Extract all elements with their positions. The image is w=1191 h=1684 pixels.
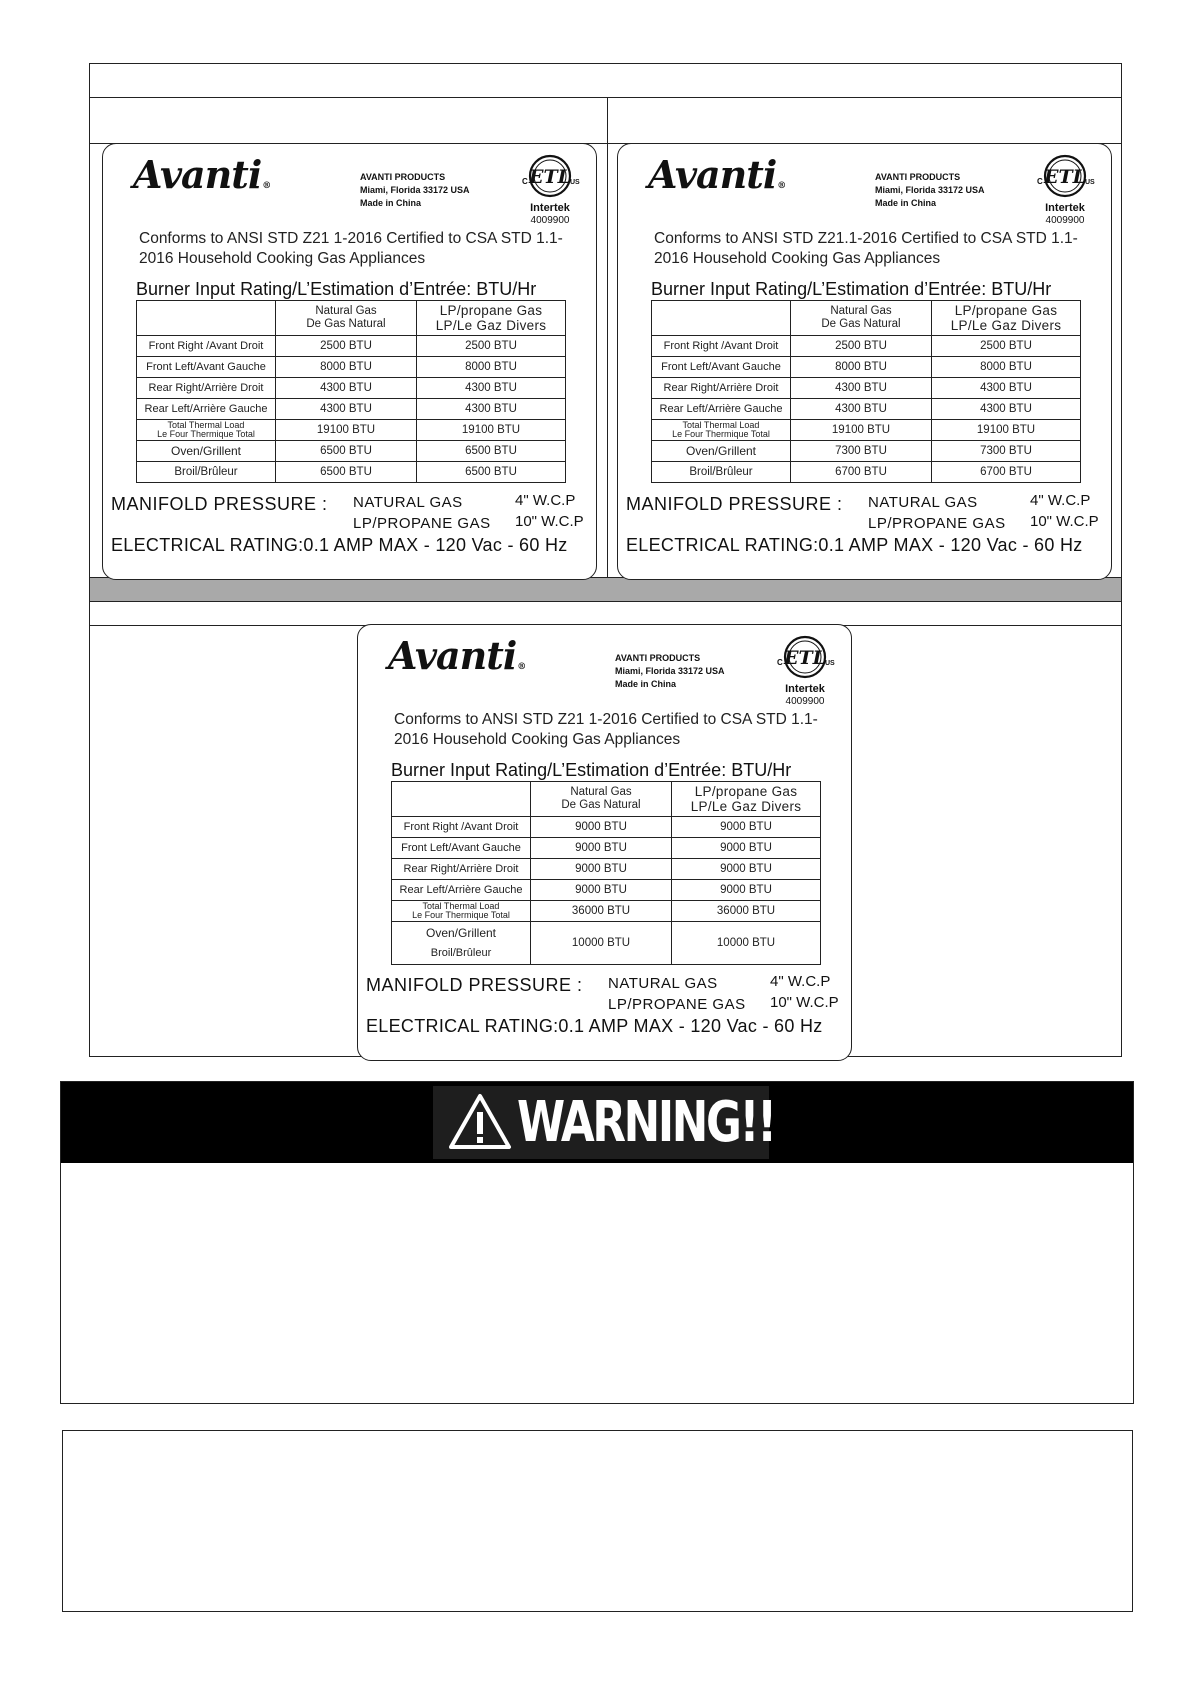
natural-gas-header bbox=[791, 301, 932, 336]
header-line: LP/Le Gaz Divers bbox=[435, 318, 547, 333]
natural-gas-value: 8000 BTU bbox=[791, 357, 932, 378]
company-line: Made in China bbox=[875, 198, 937, 208]
burner-name: Rear Left/Arrière Gauche bbox=[137, 399, 276, 420]
natural-gas-value: 4300 BTU bbox=[276, 399, 417, 420]
table-row bbox=[137, 441, 566, 462]
lp-gas-value: 36000 BTU bbox=[672, 901, 821, 922]
lp-gas-value: 6700 BTU bbox=[932, 462, 1081, 483]
natural-gas-value: 4300 BTU bbox=[276, 378, 417, 399]
etl-certification-icon bbox=[518, 152, 582, 202]
header-line: LP/propane Gas bbox=[954, 303, 1058, 318]
manifold-pressure-label: MANIFOLD PRESSURE : bbox=[111, 494, 328, 514]
lp-gas-value: 8000 BTU bbox=[932, 357, 1081, 378]
lp-gas-value: 9000 BTU bbox=[672, 880, 821, 901]
burner-name: Rear Right/Arrière Droit bbox=[137, 378, 276, 399]
burner-rating-title: Burner Input Rating/L’Estimation d’Entrée: BTU/Hr bbox=[391, 760, 792, 780]
company-line: AVANTI PRODUCTS bbox=[615, 653, 701, 663]
natural-gas-value: 4300 BTU bbox=[791, 399, 932, 420]
burner-name: Rear Right/Arrière Droit bbox=[392, 859, 531, 880]
avanti-logo: Avanti® bbox=[133, 152, 271, 197]
oven-name: Oven/Grillent bbox=[137, 441, 276, 462]
burner-rating-table bbox=[391, 781, 821, 965]
lp-gas-header bbox=[672, 782, 821, 817]
warning-header bbox=[61, 1082, 1133, 1163]
empty-header-cell bbox=[392, 782, 531, 817]
table-row bbox=[392, 859, 821, 880]
lp-gas-header bbox=[417, 301, 566, 336]
total-load-name bbox=[652, 420, 791, 441]
gray-separator-bar bbox=[90, 577, 1121, 602]
table-row bbox=[392, 880, 821, 901]
natural-gas-value: 2500 BTU bbox=[791, 336, 932, 357]
burner-name: Front Right /Avant Droit bbox=[652, 336, 791, 357]
table-row bbox=[652, 399, 1081, 420]
company-line: Miami, Florida 33172 USA bbox=[615, 666, 725, 676]
burner-name: Rear Left/Arrière Gauche bbox=[392, 880, 531, 901]
electrical-rating: ELECTRICAL RATING:0.1 AMP MAX - 120 Vac - 60 Hz bbox=[366, 1016, 823, 1036]
lp-gas-value: 19100 BTU bbox=[932, 420, 1081, 441]
rating-label bbox=[357, 624, 852, 1061]
natural-gas-pressure: 4" W.C.P bbox=[770, 973, 831, 990]
table-header-row bbox=[392, 782, 821, 817]
lp-gas-header bbox=[932, 301, 1081, 336]
natural-gas-value: 6700 BTU bbox=[791, 462, 932, 483]
company-line: AVANTI PRODUCTS bbox=[875, 172, 961, 182]
company-address bbox=[875, 171, 985, 210]
intertek-label: Intertek bbox=[785, 683, 825, 695]
svg-text:US: US bbox=[825, 660, 835, 667]
table-row bbox=[137, 462, 566, 483]
total-load-line: Total Thermal Load bbox=[167, 420, 245, 430]
total-load-name bbox=[137, 420, 276, 441]
lp-gas-value: 9000 BTU bbox=[672, 817, 821, 838]
natural-gas-value: 9000 BTU bbox=[531, 817, 672, 838]
header-line: LP/propane Gas bbox=[694, 784, 798, 799]
natural-gas-value: 2500 BTU bbox=[276, 336, 417, 357]
table-row bbox=[137, 378, 566, 399]
lp-gas-value: 8000 BTU bbox=[417, 357, 566, 378]
natural-gas-label: NATURAL GAS bbox=[868, 494, 978, 511]
svg-text:US: US bbox=[1085, 179, 1095, 186]
manifold-pressure-label: MANIFOLD PRESSURE : bbox=[626, 494, 843, 514]
header-line: LP/propane Gas bbox=[439, 303, 543, 318]
lp-gas-label: LP/PROPANE GAS bbox=[608, 996, 746, 1013]
lp-gas-value: 2500 BTU bbox=[417, 336, 566, 357]
broil-name: Broil/Brûleur bbox=[137, 462, 276, 483]
burner-name: Front Right /Avant Droit bbox=[137, 336, 276, 357]
total-load-name bbox=[392, 901, 531, 922]
svg-text:ETL: ETL bbox=[784, 647, 826, 669]
burner-rating-title: Burner Input Rating/L’Estimation d’Entrée: BTU/Hr bbox=[136, 279, 537, 299]
table-row bbox=[652, 462, 1081, 483]
lp-gas-label: LP/PROPANE GAS bbox=[353, 515, 491, 532]
rating-label bbox=[102, 143, 597, 580]
burner-name: Front Left/Avant Gauche bbox=[392, 838, 531, 859]
burner-rating-table bbox=[136, 300, 566, 483]
natural-gas-value: 4300 BTU bbox=[791, 378, 932, 399]
natural-gas-value: 9000 BTU bbox=[531, 859, 672, 880]
company-line: Made in China bbox=[615, 679, 677, 689]
header-line: Natural Gas bbox=[315, 305, 377, 317]
warning-title: WARNING!! bbox=[517, 1090, 775, 1155]
burner-name: Front Left/Avant Gauche bbox=[137, 357, 276, 378]
table-row bbox=[652, 378, 1081, 399]
natural-gas-value: 19100 BTU bbox=[276, 420, 417, 441]
cert-number: 4009900 bbox=[1045, 215, 1085, 226]
natural-gas-value: 6500 BTU bbox=[276, 462, 417, 483]
cert-number: 4009900 bbox=[530, 215, 570, 226]
company-address bbox=[360, 171, 470, 210]
natural-gas-value: 19100 BTU bbox=[791, 420, 932, 441]
natural-gas-value: 7300 BTU bbox=[791, 441, 932, 462]
lp-gas-value: 4300 BTU bbox=[932, 378, 1081, 399]
lp-gas-value: 10000 BTU bbox=[672, 922, 821, 965]
natural-gas-label: NATURAL GAS bbox=[353, 494, 463, 511]
burner-name: Rear Left/Arrière Gauche bbox=[652, 399, 791, 420]
table-row bbox=[392, 901, 821, 922]
warning-banner bbox=[433, 1086, 775, 1159]
broil-name: Broil/Brûleur bbox=[652, 462, 791, 483]
cert-number: 4009900 bbox=[785, 696, 825, 707]
electrical-rating: ELECTRICAL RATING:0.1 AMP MAX - 120 Vac - 60 Hz bbox=[626, 535, 1083, 555]
manifold-pressure-label: MANIFOLD PRESSURE : bbox=[366, 975, 583, 995]
table-header-row bbox=[137, 301, 566, 336]
empty-header-cell bbox=[137, 301, 276, 336]
lp-gas-value: 4300 BTU bbox=[932, 399, 1081, 420]
note-box bbox=[62, 1430, 1133, 1612]
total-load-line: Le Four Thermique Total bbox=[412, 910, 510, 920]
total-load-line: Le Four Thermique Total bbox=[672, 429, 770, 439]
rating-label bbox=[617, 143, 1112, 580]
burner-rating-title: Burner Input Rating/L’Estimation d’Entrée: BTU/Hr bbox=[651, 279, 1052, 299]
lp-gas-value: 4300 BTU bbox=[417, 399, 566, 420]
header-line: LP/Le Gaz Divers bbox=[690, 799, 802, 814]
natural-gas-header bbox=[276, 301, 417, 336]
natural-gas-value: 9000 BTU bbox=[531, 880, 672, 901]
header-line: De Gas Natural bbox=[306, 318, 386, 330]
warning-box bbox=[60, 1081, 1134, 1404]
svg-text:US: US bbox=[570, 179, 580, 186]
natural-gas-value: 36000 BTU bbox=[531, 901, 672, 922]
oven-name: Oven/Grillent bbox=[652, 441, 791, 462]
header-line: Natural Gas bbox=[570, 786, 632, 798]
table-row bbox=[392, 817, 821, 838]
warning-triangle-icon bbox=[447, 1092, 513, 1152]
lp-gas-value: 7300 BTU bbox=[932, 441, 1081, 462]
lp-gas-value: 6500 BTU bbox=[417, 462, 566, 483]
avanti-logo: Avanti® bbox=[388, 633, 526, 678]
lp-gas-value: 6500 BTU bbox=[417, 441, 566, 462]
total-load-line: Le Four Thermique Total bbox=[157, 429, 255, 439]
natural-gas-value: 10000 BTU bbox=[531, 922, 672, 965]
table-row bbox=[137, 336, 566, 357]
table-row bbox=[392, 838, 821, 859]
natural-gas-pressure: 4" W.C.P bbox=[515, 492, 576, 509]
etl-certification-icon bbox=[1033, 152, 1097, 202]
company-line: Miami, Florida 33172 USA bbox=[875, 185, 985, 195]
burner-rating-table bbox=[651, 300, 1081, 483]
table-row bbox=[137, 357, 566, 378]
total-load-line: Total Thermal Load bbox=[422, 901, 500, 911]
oven-broil-name bbox=[392, 922, 531, 965]
lp-gas-label: LP/PROPANE GAS bbox=[868, 515, 1006, 532]
conformity-statement: Conforms to ANSI STD Z21 1-2016 Certified to CSA STD 1.1-2016 Household Cooking Gas Appliances bbox=[394, 711, 818, 748]
table-divider bbox=[90, 97, 1121, 98]
header-line: De Gas Natural bbox=[821, 318, 901, 330]
table-row bbox=[652, 336, 1081, 357]
svg-text:C: C bbox=[522, 177, 528, 186]
company-line: AVANTI PRODUCTS bbox=[360, 172, 446, 182]
header-line: LP/Le Gaz Divers bbox=[950, 318, 1062, 333]
company-address bbox=[615, 652, 725, 691]
lp-gas-pressure: 10" W.C.P bbox=[770, 994, 839, 1011]
lp-gas-value: 19100 BTU bbox=[417, 420, 566, 441]
broil-name: Broil/Brûleur bbox=[430, 947, 492, 959]
electrical-rating: ELECTRICAL RATING:0.1 AMP MAX - 120 Vac - 60 Hz bbox=[111, 535, 568, 555]
svg-text:C: C bbox=[777, 658, 783, 667]
natural-gas-label: NATURAL GAS bbox=[608, 975, 718, 992]
table-row bbox=[652, 357, 1081, 378]
table-row bbox=[652, 420, 1081, 441]
intertek-label: Intertek bbox=[530, 202, 570, 214]
lp-gas-value: 9000 BTU bbox=[672, 859, 821, 880]
burner-name: Front Left/Avant Gauche bbox=[652, 357, 791, 378]
table-row bbox=[392, 922, 821, 965]
natural-gas-value: 9000 BTU bbox=[531, 838, 672, 859]
empty-header-cell bbox=[652, 301, 791, 336]
conformity-statement: Conforms to ANSI STD Z21 1-2016 Certified to CSA STD 1.1-2016 Household Cooking Gas Appliances bbox=[139, 230, 563, 267]
header-line: Natural Gas bbox=[830, 305, 892, 317]
etl-certification-icon bbox=[773, 633, 837, 683]
intertek-label: Intertek bbox=[1045, 202, 1085, 214]
conformity-statement: Conforms to ANSI STD Z21.1-2016 Certified to CSA STD 1.1-2016 Household Cooking Gas Appliances bbox=[654, 230, 1078, 267]
table-row bbox=[137, 420, 566, 441]
table-row bbox=[137, 399, 566, 420]
natural-gas-value: 8000 BTU bbox=[276, 357, 417, 378]
avanti-logo: Avanti® bbox=[648, 152, 786, 197]
natural-gas-pressure: 4" W.C.P bbox=[1030, 492, 1091, 509]
lp-gas-value: 2500 BTU bbox=[932, 336, 1081, 357]
company-line: Made in China bbox=[360, 198, 422, 208]
oven-name: Oven/Grillent bbox=[425, 926, 497, 940]
natural-gas-header bbox=[531, 782, 672, 817]
lp-gas-value: 4300 BTU bbox=[417, 378, 566, 399]
burner-name: Rear Right/Arrière Droit bbox=[652, 378, 791, 399]
company-line: Miami, Florida 33172 USA bbox=[360, 185, 470, 195]
table-header-row bbox=[652, 301, 1081, 336]
natural-gas-value: 6500 BTU bbox=[276, 441, 417, 462]
lp-gas-pressure: 10" W.C.P bbox=[515, 513, 584, 530]
table-column-divider bbox=[607, 97, 608, 600]
svg-text:ETL: ETL bbox=[529, 166, 571, 188]
total-load-line: Total Thermal Load bbox=[682, 420, 760, 430]
header-line: De Gas Natural bbox=[561, 799, 641, 811]
table-row bbox=[652, 441, 1081, 462]
lp-gas-value: 9000 BTU bbox=[672, 838, 821, 859]
svg-text:C: C bbox=[1037, 177, 1043, 186]
svg-text:ETL: ETL bbox=[1044, 166, 1086, 188]
lp-gas-pressure: 10" W.C.P bbox=[1030, 513, 1099, 530]
burner-name: Front Right /Avant Droit bbox=[392, 817, 531, 838]
